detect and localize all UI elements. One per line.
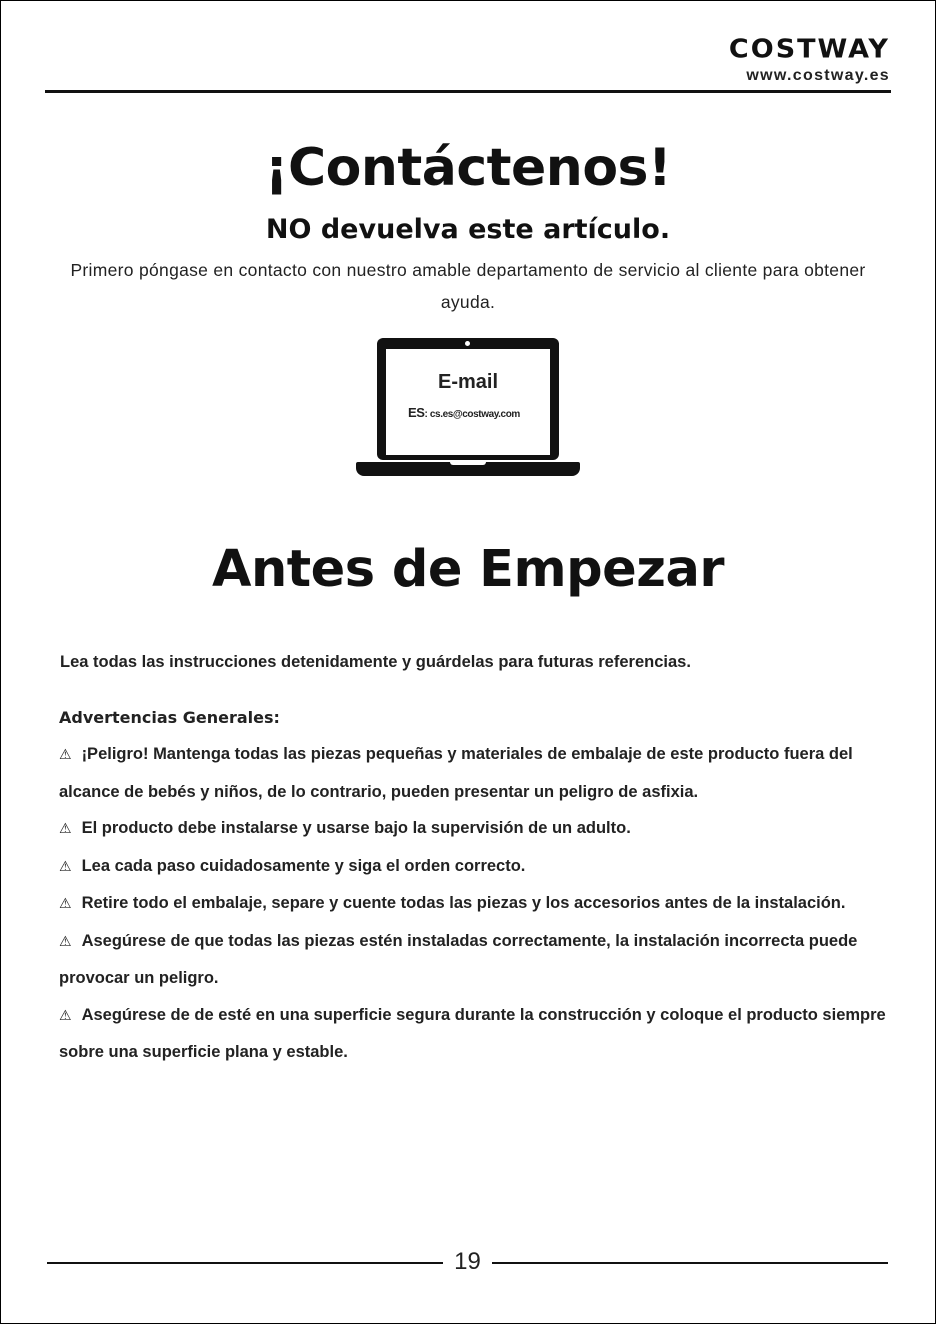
contact-title: ¡Contáctenos! (264, 138, 672, 198)
warning-item (59, 848, 889, 886)
email-address: cs.es@costway.com (429, 409, 520, 420)
email-line (408, 405, 520, 420)
warning-icon: ⚠ (59, 1007, 72, 1024)
before-title: Antes de Empezar (211, 540, 725, 599)
camera-icon (465, 341, 470, 346)
warning-icon: ⚠ (59, 747, 72, 763)
warning-item (59, 810, 889, 848)
warning-item (59, 736, 889, 810)
page-number: 19 (454, 1248, 481, 1275)
warning-text: Lea cada paso cuidadosamente y siga el orden correcto. (81, 856, 526, 875)
laptop-display (386, 349, 550, 455)
warning-text: El producto debe instalarse y usarse bajo la supervisión de un adulto. (81, 819, 631, 837)
warning-item (59, 997, 889, 1071)
email-label: E-mail (437, 371, 499, 393)
warning-item (59, 885, 889, 923)
contact-subtitle: NO devuelva este artículo. (265, 214, 671, 245)
warnings-heading: Advertencias Generales: (59, 708, 280, 727)
brand-url: www.costway.es (746, 67, 890, 84)
warning-text: Asegúrese de de esté en una superficie segura durante la construcción y coloque el producto siempre sobre una superficie plana y estable. (59, 1005, 886, 1061)
warning-item (59, 923, 889, 997)
laptop-screen (377, 338, 559, 460)
contact-intro: Primero póngase en contacto con nuestro amable departamento de servicio al cliente para obtener ayuda. (70, 260, 866, 312)
laptop-illustration (356, 338, 580, 478)
warning-text: Retire todo el embalaje, separe y cuente todas las piezas y los accesorios antes de la instalación. (81, 894, 846, 912)
footer-rule-left (47, 1262, 443, 1264)
footer-rule-right (492, 1262, 888, 1264)
warnings-list (59, 736, 889, 1071)
warning-icon: ⚠ (59, 858, 72, 875)
laptop-notch (450, 462, 486, 465)
read-note: Lea todas las instrucciones detenidamente y guárdelas para futuras referencias. (60, 653, 691, 671)
header-rule (45, 90, 891, 93)
warning-icon: ⚠ (59, 821, 72, 837)
warning-text: ¡Peligro! Mantenga todas las piezas pequeñas y materiales de embalaje de este producto fuera del alcance de bebés y niños, de lo contrario, pueden presentar un peligro de asfixia. (59, 745, 853, 801)
email-separator: : (424, 409, 428, 420)
email-region: ES (408, 405, 425, 420)
warning-text: Asegúrese de que todas las piezas estén instaladas correctamente, la instalación incorrecta puede provocar un peligro. (59, 931, 858, 987)
warning-icon: ⚠ (59, 933, 72, 950)
brand-header (729, 36, 890, 85)
brand-logo: COSTWAY (728, 34, 890, 65)
warning-icon: ⚠ (59, 896, 72, 912)
